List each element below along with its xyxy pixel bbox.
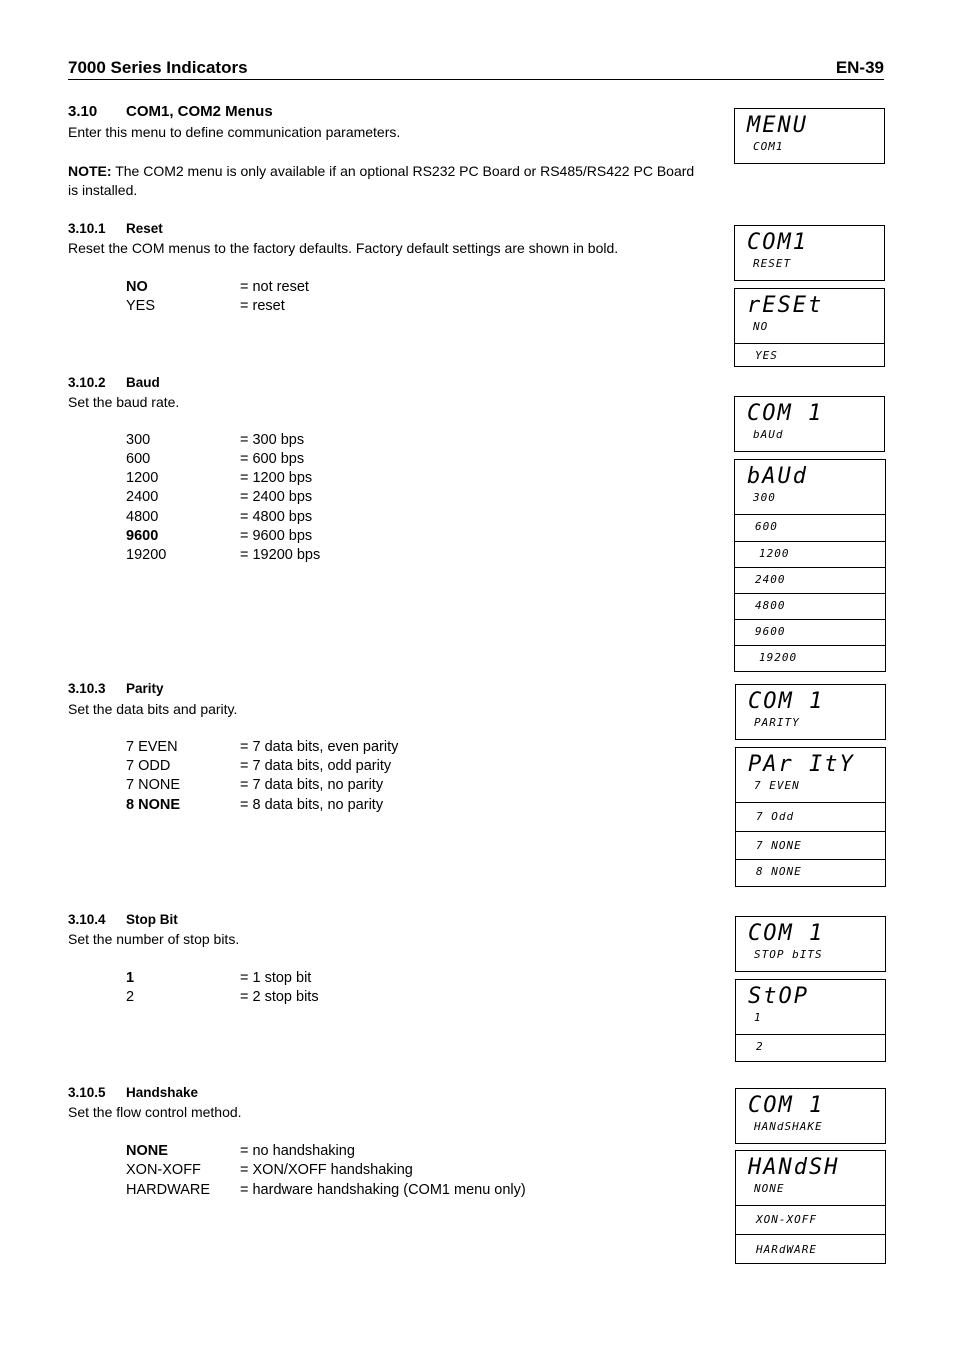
- lcd-sub-text: RESET: [753, 257, 792, 270]
- lcd-option-row: [736, 802, 885, 831]
- lcd-main-text: PAr ItY: [748, 752, 855, 777]
- lcd-handshake: [735, 1150, 886, 1264]
- lcd-option-row: [735, 645, 885, 671]
- option-key: 1: [126, 970, 135, 986]
- option-value: = 7 data bits, no parity: [240, 777, 384, 793]
- section-intro: Enter this menu to define communication parameters.: [68, 124, 401, 140]
- baud-desc: Set the baud rate.: [68, 394, 180, 410]
- option-value: = not reset: [240, 279, 309, 295]
- parity-heading: [68, 681, 164, 696]
- handshake-desc: Set the flow control method.: [68, 1104, 242, 1120]
- lcd-option-text: 600: [755, 520, 778, 533]
- lcd-com1-parity: [735, 684, 886, 740]
- option-value: = reset: [240, 298, 285, 314]
- option-key: 2: [126, 989, 135, 1005]
- option-value: = 7 data bits, even parity: [240, 739, 399, 755]
- lcd-sub-text: PARITY: [754, 716, 800, 729]
- option-key: 19200: [126, 547, 167, 563]
- reset-title: Reset: [126, 221, 163, 236]
- option-key: NO: [126, 279, 148, 295]
- lcd-com1-handshake: [735, 1088, 886, 1144]
- option-value: = hardware handshaking (COM1 menu only): [240, 1182, 526, 1198]
- lcd-main-text: StOP: [748, 984, 809, 1009]
- lcd-option-row: [736, 1205, 885, 1234]
- lcd-sub-text: NO: [753, 320, 769, 333]
- lcd-option-row: [735, 593, 885, 619]
- lcd-option-row: [736, 831, 885, 859]
- note-text: The COM2 menu is only available if an optional RS232 PC Board or RS485/RS422 PC Board: [111, 163, 695, 179]
- stopbit-number: 3.10.4: [68, 912, 106, 927]
- note-line-2: is installed.: [68, 182, 138, 198]
- section-number: 3.10: [68, 103, 98, 120]
- lcd-sub-text: HANdSHAKE: [754, 1120, 823, 1133]
- lcd-main-text: COM 1: [748, 921, 825, 946]
- note-line-1: [68, 162, 694, 181]
- lcd-sub-text: NONE: [754, 1182, 785, 1195]
- option-key: XON-XOFF: [126, 1162, 201, 1178]
- header-rule: [68, 79, 884, 80]
- lcd-main-text: HANdSH: [748, 1155, 840, 1180]
- option-value: = 7 data bits, odd parity: [240, 758, 392, 774]
- handshake-title: Handshake: [126, 1085, 199, 1100]
- option-value: = XON/XOFF handshaking: [240, 1162, 413, 1178]
- option-key: 7 ODD: [126, 758, 171, 774]
- reset-heading: [68, 221, 163, 236]
- option-value: = 4800 bps: [240, 509, 313, 525]
- stopbit-heading: [68, 912, 178, 927]
- lcd-option-row: [735, 514, 885, 541]
- lcd-option-text: 2400: [755, 573, 786, 586]
- baud-heading: [68, 375, 160, 390]
- option-value: = 2 stop bits: [240, 989, 319, 1005]
- lcd-parity: [735, 747, 886, 887]
- baud-number: 3.10.2: [68, 375, 106, 390]
- lcd-option-row: [735, 541, 885, 567]
- option-key: 8 NONE: [126, 797, 180, 813]
- handshake-heading: [68, 1085, 198, 1100]
- reset-desc: Reset the COM menus to the factory defaults. Factory default settings are shown in bold.: [68, 240, 619, 256]
- lcd-main-text: COM 1: [747, 401, 824, 426]
- lcd-option-text: 19200: [759, 651, 798, 664]
- lcd-option-text: XON-XOFF: [756, 1213, 817, 1226]
- page-number: EN-39: [835, 58, 884, 77]
- lcd-main-text: rESEt: [747, 293, 824, 318]
- section-title: COM1, COM2 Menus: [126, 103, 273, 120]
- parity-title: Parity: [126, 681, 164, 696]
- option-key: 9600: [126, 528, 159, 544]
- option-value: = 1 stop bit: [240, 970, 312, 986]
- lcd-option-text: HARdWARE: [756, 1243, 817, 1256]
- lcd-option-text: 1200: [759, 547, 790, 560]
- lcd-main-text: MENU: [747, 113, 808, 138]
- option-value: = no handshaking: [240, 1143, 355, 1159]
- handshake-number: 3.10.5: [68, 1085, 106, 1100]
- stopbit-desc: Set the number of stop bits.: [68, 931, 240, 947]
- option-key: 7 EVEN: [126, 739, 178, 755]
- option-value: = 9600 bps: [240, 528, 313, 544]
- lcd-stop: [735, 979, 886, 1062]
- parity-desc: Set the data bits and parity.: [68, 701, 238, 717]
- option-key: 600: [126, 451, 151, 467]
- parity-number: 3.10.3: [68, 681, 106, 696]
- header-title: 7000 Series Indicators: [68, 58, 248, 77]
- section-heading: [68, 103, 273, 120]
- option-value: = 2400 bps: [240, 489, 313, 505]
- lcd-option-text: 2: [756, 1040, 764, 1053]
- lcd-option-text: YES: [755, 349, 778, 362]
- option-key: 4800: [126, 509, 159, 525]
- option-key: 7 NONE: [126, 777, 180, 793]
- lcd-reset: [734, 288, 885, 367]
- lcd-main-text: COM 1: [748, 689, 825, 714]
- lcd-sub-text: COM1: [753, 140, 784, 153]
- lcd-sub-text: 7 EVEN: [754, 779, 800, 792]
- option-key: 1200: [126, 470, 159, 486]
- lcd-sub-text: STOP bITS: [754, 948, 823, 961]
- lcd-main-text: COM 1: [748, 1093, 825, 1118]
- lcd-sub-text: bAUd: [753, 428, 784, 441]
- lcd-option-text: 8 NONE: [756, 865, 802, 878]
- option-value: = 19200 bps: [240, 547, 321, 563]
- lcd-baud: [734, 459, 886, 672]
- lcd-option-text: 4800: [755, 599, 786, 612]
- lcd-option-row: [735, 619, 885, 645]
- option-key: 300: [126, 432, 151, 448]
- lcd-option-row: [735, 567, 885, 593]
- option-key: YES: [126, 298, 156, 314]
- option-key: NONE: [126, 1143, 168, 1159]
- lcd-menu: [734, 108, 885, 164]
- lcd-sub-text: 300: [753, 491, 776, 504]
- lcd-option-row: [736, 859, 885, 886]
- note-label: NOTE:: [68, 163, 112, 179]
- option-value: = 300 bps: [240, 432, 305, 448]
- lcd-option-row: [736, 1234, 885, 1263]
- lcd-main-text: COM1: [747, 230, 808, 255]
- option-value: = 600 bps: [240, 451, 305, 467]
- stopbit-title: Stop Bit: [126, 912, 178, 927]
- lcd-option-row: [735, 343, 884, 366]
- baud-title: Baud: [126, 375, 160, 390]
- lcd-com1-baud: [734, 396, 885, 452]
- lcd-option-text: 7 Odd: [756, 810, 795, 823]
- lcd-option-text: 9600: [755, 625, 786, 638]
- option-value: = 1200 bps: [240, 470, 313, 486]
- lcd-sub-text: 1: [754, 1011, 762, 1024]
- option-value: = 8 data bits, no parity: [240, 797, 384, 813]
- option-key: 2400: [126, 489, 159, 505]
- reset-number: 3.10.1: [68, 221, 106, 236]
- lcd-main-text: bAUd: [747, 464, 808, 489]
- lcd-com1-stop: [735, 916, 886, 972]
- lcd-option-row: [736, 1034, 885, 1061]
- lcd-com1-reset: [734, 225, 885, 281]
- option-key: HARDWARE: [126, 1182, 211, 1198]
- lcd-option-text: 7 NONE: [756, 839, 802, 852]
